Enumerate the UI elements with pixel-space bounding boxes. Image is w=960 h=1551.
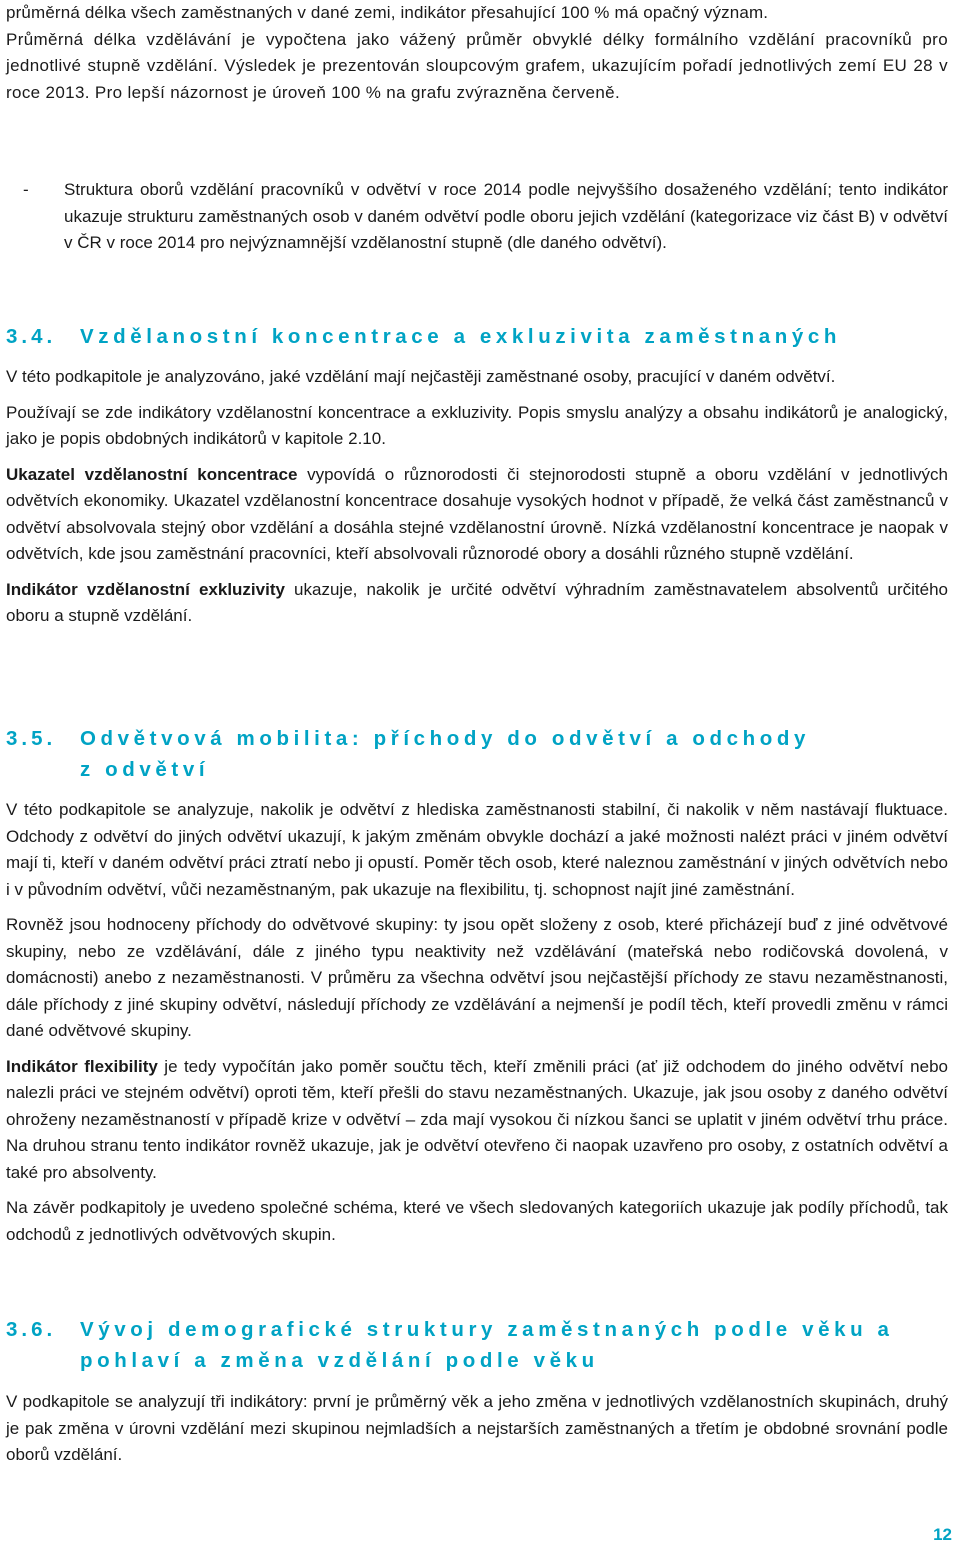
term-flexibility: Indikátor flexibility bbox=[6, 1056, 158, 1076]
section-3-5-paragraph-2: Rovněž jsou hodnoceny příchody do odvětvové skupiny: ty jsou opět složeny z osob, které přicházejí buď z jiné odvětvové skupiny, nebo ze vzdělávání, dále z jiného typu neaktivity než vzdělávání (mateřská nebo rodičovská dovolená, v domácnosti) anebo z nezaměstnanosti. V průměru za všechna odvětví jsou nejčastější příchody ze stavu nezaměstnanosti, dále příchody z jiné skupiny odvětví, následují příchody ze vzdělávání a nejmenší je podíl těch, kteří provedli změnu v rámci dané odvětvové skupiny. bbox=[6, 915, 948, 1040]
section-3-4-paragraph-3: Ukazatel vzdělanostní koncentrace vypovídá o různorodosti či stejnorodosti stupně a oboru vzdělání v jednotlivých odvětvích ekonomiky. Ukazatel vzdělanostní koncentrace dosahuje vysokých hodnot v případě, že velká část zaměstnanců v odvětví absolvovala stejný obor vzdělání a dosáhla stejné vzdělanostní úrovně. Nízká vzdělanostní koncentrace je naopak v odvětvích, kde jsou zaměstnání pracovníci, kteří absolvovali různorodé obory a dosáhli různého stupně vzdělání. bbox=[6, 464, 948, 563]
term-concentration: Ukazatel vzdělanostní koncentrace bbox=[6, 464, 298, 484]
section-title-line-2: z odvětví bbox=[80, 758, 210, 781]
page-number: 12 bbox=[933, 1525, 952, 1544]
section-3-4-body bbox=[6, 364, 948, 630]
section-title-line-1: Vývoj demografické struktury zaměstnaných podle věku a bbox=[80, 1318, 894, 1341]
section-3-5-paragraph-3: Indikátor flexibility je tedy vypočítán jako poměr součtu těch, kteří změnili práci (ať již odchodem do jiného odvětví nebo nalezli práci ve stejném odvětví) oproti těm, kteří přešli do stavu nezaměstnaných. Ukazuje, jak jsou osoby z daného odvětví ohroženy nezaměstnaností v případě krize v odvětví – zda mají vysokou či nízkou šanci se uplatit v jiném odvětví trhu práce. Na druhou stranu tento indikátor rovněž ukazuje, jak je odvětví otevřeno či naopak uzavřeno pro osoby, z ostatních odvětví a také pro absolventy. bbox=[6, 1056, 948, 1182]
bullet-text: Struktura oborů vzdělání pracovníků v odvětví v roce 2014 podle nejvyššího dosaženého vzdělání; tento indikátor ukazuje strukturu zaměstnaných osob v daném odvětví podle oboru jejich vzdělání (kategorizace viz část B) v odvětví v ČR v roce 2014 pro nejvýznamnější vzdělanostní stupně (dle daného odvětví). bbox=[64, 180, 948, 252]
section-3-6-paragraph-1: V podkapitole se analyzují tři indikátory: první je průměrný věk a jeho změna v jednotlivých vzdělanostních skupinách, druhý je pak změna v úrovni vzdělání mezi skupinou nejmladších a nejstarších zaměstnaných a třetím je obdobné srovnání podle oborů vzdělání. bbox=[6, 1392, 948, 1464]
section-3-5-paragraph-4: Na závěr podkapitoly je uvedeno společné schéma, které ve všech sledovaných kategoriích ukazuje jak podíly příchodů, tak odchodů z jednotlivých odvětvových skupin. bbox=[6, 1198, 948, 1244]
section-number: 3.5. bbox=[6, 727, 57, 750]
term-exclusivity: Indikátor vzdělanostní exkluzivity bbox=[6, 579, 285, 599]
section-3-6-body bbox=[6, 1389, 948, 1469]
section-3-4-paragraph-4: Indikátor vzdělanostní exkluzivity ukazuje, nakolik je určité odvětví výhradním zaměstnavatelem absolventů určitého oboru a stupně vzdělání. bbox=[6, 579, 949, 625]
bullet-item-structure bbox=[6, 177, 948, 257]
section-heading-3-4 bbox=[6, 321, 948, 352]
section-title-line-1: Odvětvová mobilita: příchody do odvětví a odchody bbox=[80, 727, 811, 750]
section-3-4-paragraph-2: Používají se zde indikátory vzdělanostní koncentrace a exkluzivity. Popis smyslu analýzy a obsahu indikátorů je analogický, jako je popis obdobných indikátorů v kapitole 2.10. bbox=[6, 402, 948, 448]
section-heading-3-5 bbox=[6, 723, 948, 785]
intro-paragraph bbox=[6, 0, 948, 106]
section-3-5-body bbox=[6, 797, 948, 1248]
section-title-line-2: pohlaví a změna vzdělání podle věku bbox=[80, 1349, 599, 1372]
section-3-4-paragraph-1: V této podkapitole je analyzováno, jaké vzdělání mají nejčastěji zaměstnané osoby, pracující v daném odvětví. bbox=[6, 367, 836, 386]
section-title: Vzdělanostní koncentrace a exkluzivita zaměstnaných bbox=[80, 325, 841, 348]
section-number: 3.6. bbox=[6, 1318, 57, 1341]
section-heading-3-6 bbox=[6, 1314, 948, 1376]
section-3-5-paragraph-1: V této podkapitole se analyzuje, nakolik je odvětví z hlediska zaměstnanosti stabilní, či nakolik v něm nastávají fluktuace. Odchody z odvětví do jiných odvětví ukazují, k jakým změnám obvykle dochází a jaké možnosti nalézt práci v jiném odvětví mají ti, kteří v daném odvětví práci ztratí nebo ji opustí. Poměr těch osob, které naleznou zaměstnání v jiných odvětvích nebo i v původním odvětví, vůči nezaměstnaným, pak ukazuje na flexibilitu, tj. schopnost najít jiné zaměstnání. bbox=[6, 800, 948, 899]
bullet-marker: - bbox=[23, 180, 29, 199]
intro-line-1: průměrná délka všech zaměstnaných v dané zemi, indikátor přesahující 100 % má opačný význam. bbox=[6, 3, 769, 22]
intro-rest: Průměrná délka vzdělávání je vypočtena jako vážený průměr obvyklé délky formálního vzdělání pracovníků pro jednotlivé stupně vzdělání. Výsledek je prezentován sloupcovým grafem, ukazujícím pořadí jednotlivých zemí EU 28 v roce 2013. Pro lepší názornost je úroveň 100 % na grafu zvýrazněna červeně. bbox=[6, 29, 948, 102]
section-number: 3.4. bbox=[6, 325, 57, 348]
